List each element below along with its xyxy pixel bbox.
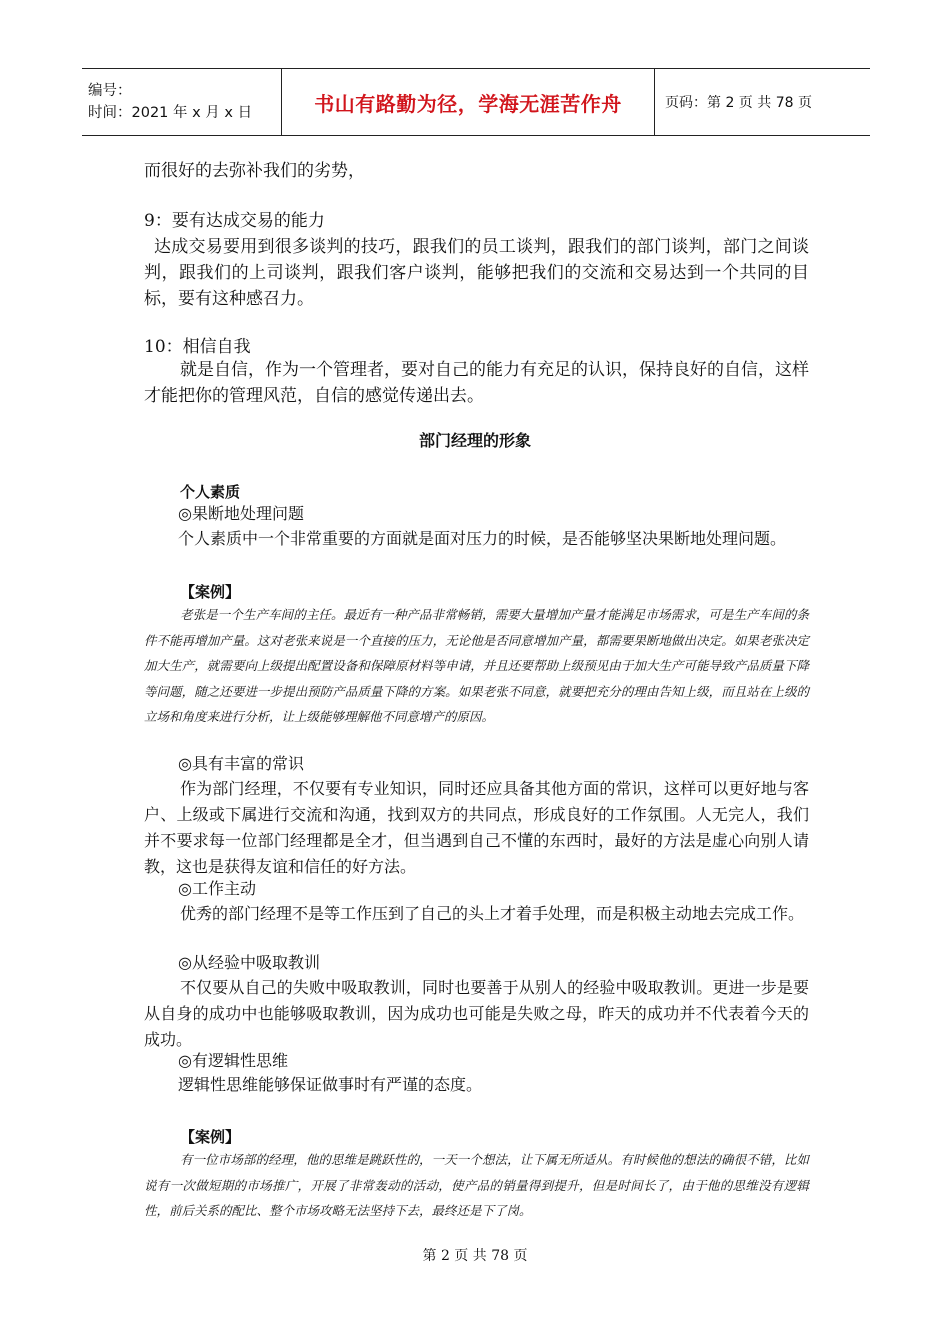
header-meta: [82, 69, 282, 135]
header-page-info: 页码：第 2 页 共 78 页: [665, 95, 812, 111]
item9-body: 达成交易要用到很多谈判的技巧，跟我们的员工谈判，跟我们的部门谈判，部门之间谈判，跟我们的上司谈判，跟我们客户谈判，能够把我们的交流和交易达到一个共同的目标，要有这种感召力。: [144, 237, 809, 309]
time-label: 时间：2021 年 x 月 x 日: [88, 105, 253, 121]
quality-title-4: ◎从经验中吸取教训: [178, 953, 320, 972]
intro-line: 而很好的去弥补我们的劣势，: [144, 161, 365, 181]
quality-title-2: ◎具有丰富的常识: [178, 754, 304, 773]
quality-title-3: ◎工作主动: [178, 879, 256, 898]
case-body-1: 老张是一个生产车间的主任。最近有一种产品非常畅销，需要大量增加产量才能满足市场需求，可是生产车间的条件不能再增加产量。这对老张来说是一个直接的压力，无论他是否同意增加产量，都需要果断地做出决定。如果老张决定加大生产，就需要向上级提出配置设备和保障原材料等申请，并且还要帮助上级预见由于加大生产可能导致产品质量下降等问题，随之还要进一步提出预防产品质量下降的方案。如果老张不同意，就要把充分的理由告知上级，而且站在上级的立场和角度来进行分析，让上级能够理解他不同意增产的原因。: [144, 607, 809, 724]
quality-body-1: 个人素质中一个非常重要的方面就是面对压力的时候，是否能够坚决果断地处理问题。: [178, 529, 787, 548]
quality-body-2: 作为部门经理，不仅要有专业知识，同时还应具备其他方面的常识，这样可以更好地与客户、上级或下属进行交流和沟通，找到双方的共同点，形成良好的工作氛围。人无完人，我们并不要求每一位部门经理都是全才，但当遇到自己不懂的东西时，最好的方法是虚心向别人请教，这也是获得友谊和信任的好方法。: [144, 779, 809, 876]
case-label-1: 【案例】: [180, 583, 241, 601]
quality-body-3: 优秀的部门经理不是等工作压到了自己的头上才着手处理，而是积极主动地去完成工作。: [180, 904, 805, 923]
case-label-2: 【案例】: [180, 1128, 241, 1146]
number-label: 编号：: [88, 83, 132, 99]
quality-body-5: 逻辑性思维能够保证做事时有严谨的态度。: [178, 1075, 483, 1094]
section-title: 部门经理的形象: [418, 431, 531, 450]
item10-body: 就是自信，作为一个管理者，要对自己的能力有充足的认识，保持良好的自信，这样才能把你的管理风范，自信的感觉传递出去。: [144, 360, 809, 406]
header-motto-cell: [282, 69, 655, 135]
case-body-2: 有一位市场部的经理，他的思维是跳跃性的，一天一个想法，让下属无所适从。有时候他的想法的确很不错，比如说有一次做短期的市场推广，开展了非常轰动的活动，使产品的销量得到提升，但是时间长了，由于他的思维没有逻辑性，前后关系的配比、整个市场攻略无法坚持下去，最终还是下了岗。: [144, 1152, 809, 1218]
header-motto: 书山有路勤为径，学海无涯苦作舟: [314, 91, 622, 116]
quality-body-4: 不仅要从自己的失败中吸取教训，同时也要善于从别人的经验中吸取教训。更进一步是要从自身的成功中也能够吸取教训，因为成功也可能是失败之母，昨天的成功并不代表着今天的成功。: [144, 978, 809, 1049]
quality-title-1: ◎果断地处理问题: [178, 504, 304, 523]
page-header: [82, 68, 870, 136]
item9-title: 9：要有达成交易的能力: [144, 211, 325, 231]
item10-title: 10：相信自我: [144, 337, 251, 357]
quality-title-5: ◎有逻辑性思维: [178, 1051, 288, 1070]
page-footer: 第 2 页 共 78 页: [422, 1248, 528, 1264]
section-subtitle: 个人素质: [180, 483, 241, 501]
